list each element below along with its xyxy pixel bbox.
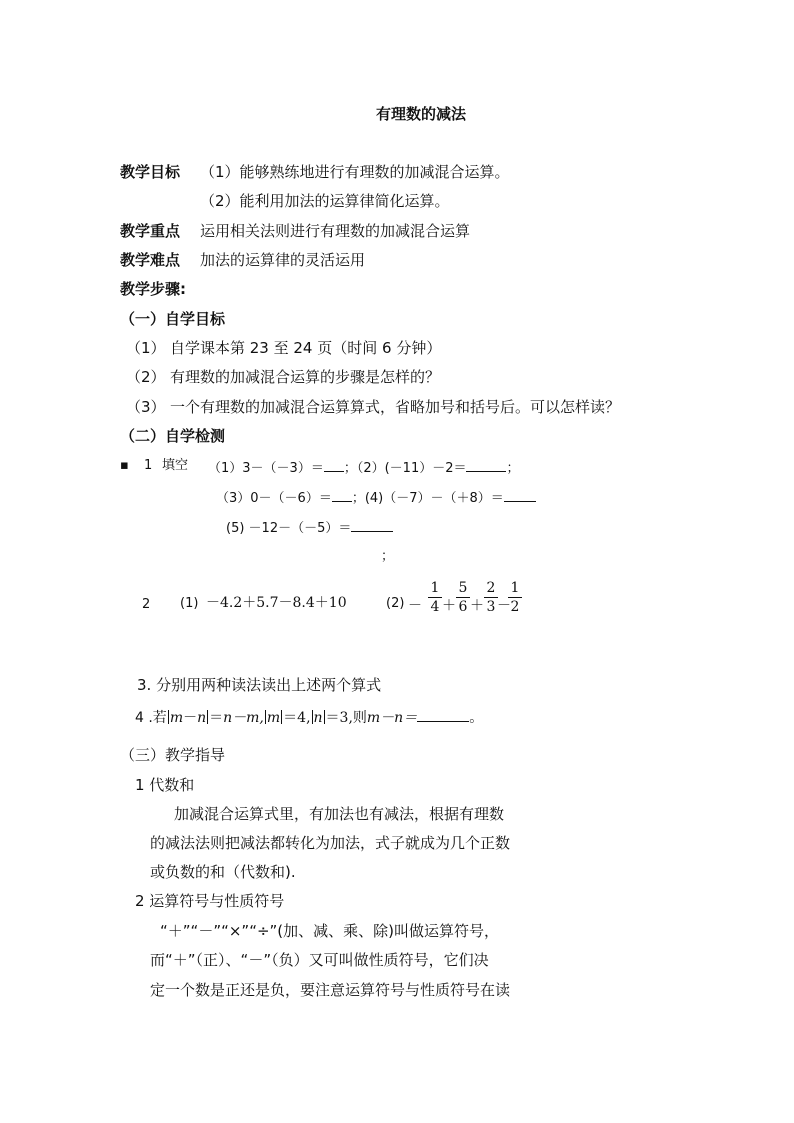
objective-item-2: （2）能利用加法的运算律简化运算。	[200, 192, 450, 210]
q4-end: 。	[469, 710, 484, 726]
q4-m: m	[169, 710, 184, 726]
fraction-1-denominator: 4	[430, 599, 440, 615]
fraction-4-bar	[508, 597, 522, 598]
fraction-4-denominator: 2	[510, 599, 520, 615]
section3-para1-line2: 的减法法则把减法都转化为加法，式子就成为几个正数	[150, 834, 511, 852]
section1-item-1-num: （1）	[126, 339, 166, 357]
difficulty-label: 教学难点	[120, 251, 181, 269]
answer-blank-1[interactable]	[324, 459, 344, 472]
section1-heading: （一）自学目标	[120, 310, 226, 328]
abs-bar-3	[265, 710, 266, 724]
frac-sign-4: －	[497, 598, 511, 614]
abs-bar-5	[312, 710, 313, 724]
q4-eq3: ＝3,则	[325, 710, 367, 726]
frac-sign-2: ＋	[442, 598, 456, 614]
fraction-4	[508, 581, 522, 614]
answer-blank-5[interactable]	[351, 519, 393, 532]
answer-blank-6[interactable]	[417, 709, 469, 722]
key-point-text: 运用相关法则进行有理数的加减混合运算	[200, 222, 471, 240]
q1-part-2-end: ；	[506, 461, 520, 476]
objectives-label: 教学目标	[120, 163, 181, 181]
q4-rhs1: n－m,	[223, 710, 264, 726]
q2-number: 2	[142, 597, 151, 612]
fraction-2-bar	[456, 597, 470, 598]
fraction-3	[484, 581, 498, 614]
fraction-3-denominator: 3	[486, 599, 496, 615]
q4-n2: n	[313, 710, 323, 726]
q2-part2-label: (2)	[386, 596, 405, 611]
fraction-1-numerator: 1	[430, 580, 440, 596]
q4-m2: m	[266, 710, 281, 726]
answer-blank-2[interactable]	[466, 459, 506, 472]
section1-item-2-text: 有理数的加减混合运算的步骤是怎样的？	[170, 368, 441, 386]
fraction-4-numerator: 1	[510, 580, 520, 596]
q1-part-3: （3）0－（－6）＝	[216, 491, 332, 506]
fraction-2-denominator: 6	[458, 599, 468, 615]
q1-label: 填空	[162, 458, 189, 473]
answer-blank-3[interactable]	[332, 489, 352, 502]
fraction-2	[456, 581, 470, 614]
frac-sign-3: ＋	[470, 598, 484, 614]
page-title: 有理数的减法	[376, 105, 467, 123]
q2-part1-expression: －4.2＋5.7－8.4＋10	[206, 595, 347, 611]
objective-item-1: （1）能够熟练地进行有理数的加减混合运算。	[200, 163, 510, 181]
key-point-label: 教学重点	[120, 222, 181, 240]
section2-heading: （二）自学检测	[120, 427, 226, 445]
q2-part1-label: (1)	[180, 596, 199, 611]
section3-para2-line1: “＋”“－”“×”“÷”(加、减、乘、除)叫做运算符号，	[160, 922, 500, 940]
fraction-3-bar	[484, 597, 498, 598]
section1-item-3-text: 一个有理数的加减混合运算算式，省略加号和括号后。可以怎样读？	[170, 398, 621, 416]
answer-blank-4[interactable]	[504, 489, 536, 502]
q4-n: n	[197, 710, 207, 726]
q1-line-1	[208, 459, 520, 475]
q1-line-2	[216, 489, 536, 505]
bullet-icon: ▪	[120, 458, 129, 473]
q1-part-2: ；（2）(－11）－2＝	[343, 461, 467, 476]
q4-expr: m－n＝	[366, 710, 418, 726]
section3-sub2: 2 运算符号与性质符号	[135, 892, 285, 910]
section3-heading: （三）教学指导	[120, 746, 226, 764]
section1-item-3-num: （3）	[126, 398, 166, 416]
q1-line-3	[226, 519, 393, 535]
abs-bar-4	[281, 710, 282, 724]
q1-number: 1	[144, 458, 153, 473]
fraction-1	[428, 581, 442, 614]
stray-semicolon: ；	[381, 549, 395, 564]
q1-part-5: (5) －12－（－5）＝	[226, 521, 352, 536]
section3-para1-line1: 加减混合运算式里，有加法也有减法，根据有理数	[174, 805, 505, 823]
section3-sub1: 1 代数和	[135, 776, 195, 794]
section3-para1-line3: 或负数的和（代数和).	[150, 863, 296, 881]
steps-label: 教学步骤:	[120, 280, 186, 298]
fraction-2-numerator: 5	[458, 580, 468, 596]
abs-bar-6	[324, 710, 325, 724]
fraction-1-bar	[428, 597, 442, 598]
q3-text: 3. 分别用两种读法读出上述两个算式	[137, 676, 382, 694]
abs-bar-1	[168, 710, 169, 724]
q1-part-4: ；(4)（－7）－（＋8）＝	[351, 491, 504, 506]
section1-item-2-num: （2）	[126, 368, 166, 386]
difficulty-text: 加法的运算律的灵活运用	[200, 251, 366, 269]
q4-prefix: 4 .若	[135, 710, 167, 726]
fraction-3-numerator: 2	[486, 580, 496, 596]
q4-line	[135, 709, 483, 725]
q4-minus: －	[183, 710, 198, 726]
q4-eq2: ＝4,	[283, 710, 311, 726]
section3-para2-line3: 定一个数是正还是负，要注意运算符号与性质符号在读	[150, 981, 511, 999]
section3-para2-line2: 而“＋”（正）、“－”（负）又可叫做性质符号，它们决	[150, 951, 489, 969]
q4-eq1: ＝	[209, 710, 224, 726]
q1-part-1: （1）3－（－3）＝	[208, 461, 324, 476]
abs-bar-2	[207, 710, 208, 724]
frac-sign-1: －	[408, 598, 422, 614]
section1-item-1-text: 自学课本第 23 至 24 页（时间 6 分钟）	[170, 339, 442, 357]
